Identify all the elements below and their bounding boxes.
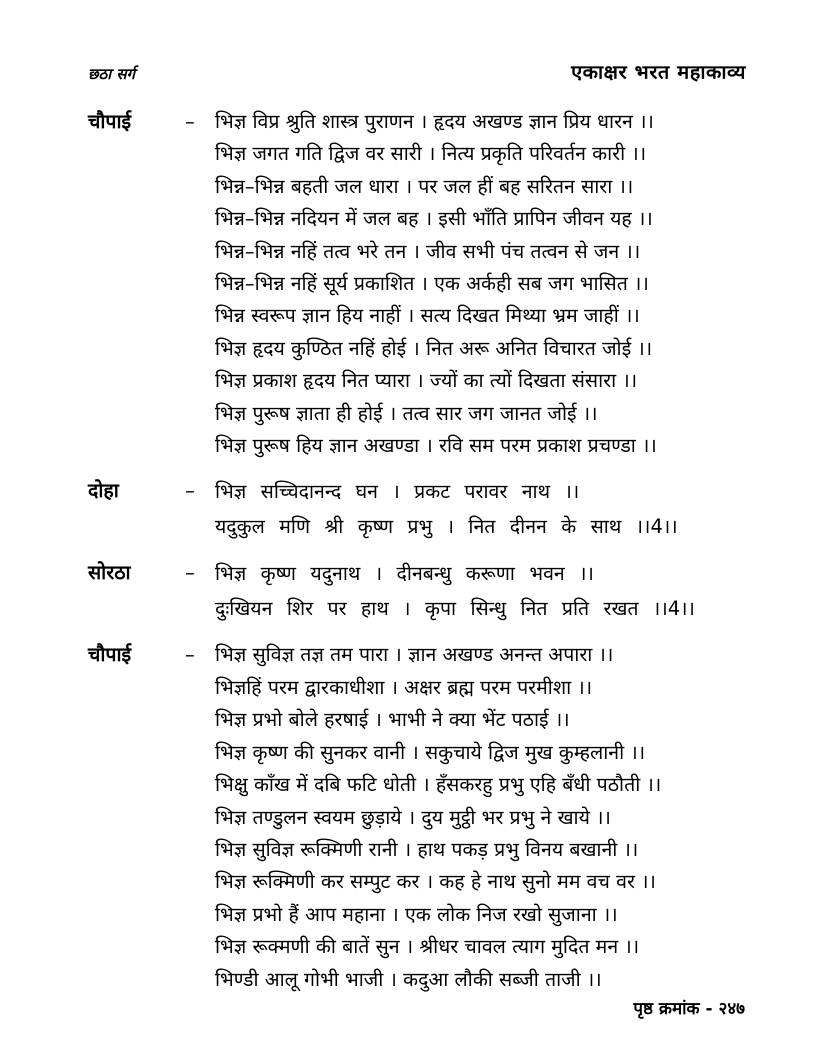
verse-line: भिज्ञ सच्चिदानन्द घन । प्रकट परावर नाथ ।। [215, 480, 580, 504]
verse-section-doha [88, 475, 746, 544]
verse-line: भिज्ञ कृष्ण की सुनकर वानी । सकुचाये द्विज मुख कुम्हलानी ।। [215, 740, 646, 764]
verse-lines [215, 557, 746, 626]
verse-line: भिज्ञ प्रकाश हृदय नित प्यारा । ज्यों का त्यों दिखता संसारा ।। [215, 369, 638, 393]
verse-line: भिक्षु काँख में दबि फटि धोती । हँसकरहु प्रभु एहि बँधी पठौती ।। [215, 773, 662, 797]
verse-lines [215, 639, 746, 995]
verse-line: यदुकुल मणि श्री कृष्ण प्रभु । नित दीनन के साथ ।।4।। [215, 514, 678, 538]
verse-line: भिज्ञ रूक्मणी की बातें सुन । श्रीधर चावल त्याग मुदित मन ।। [215, 935, 640, 959]
verse-line: भिन्न–भिन्न नदियन में जल बह । इसी भाँति प्रापिन जीवन यह ।। [215, 207, 653, 231]
section-label: चौपाई [88, 643, 132, 667]
page-number: पृष्ठ क्रमांक - २४७ [633, 999, 745, 1019]
verse-line: भिज्ञ प्रभो हैं आप महाना । एक लोक निज रखो सुजाना ।। [215, 902, 618, 926]
verse-line: भिन्न–भिन्न नहिं तत्व भरे तन । जीव सभी पंच तत्वन से जन ।। [215, 239, 641, 263]
verse-line: भिज्ञ जगत गति द्विज वर सारी । नित्य प्रकृति परिवर्तन कारी ।। [215, 142, 647, 166]
verse-line: भिन्न–भिन्न बहती जल धारा । पर जल हीं बह सरितन सारा ।। [215, 174, 634, 198]
verse-line: भिज्ञ तण्डुलन स्वयम छुड़ाये । दुय मुट्ठी भर प्रभु ने खाये ।। [215, 805, 611, 829]
book-title: एकाक्षर भरत महाकाव्य [571, 60, 746, 84]
verse-section-soratha [88, 557, 746, 626]
verse-line: भिज्ञ प्रभो बोले हरषाई । भाभी ने क्या भेंट पठाई ।। [215, 708, 570, 732]
verse-lines [215, 475, 746, 544]
section-dash: – [185, 110, 195, 133]
verse-line: भिज्ञ सुविज्ञ रूक्मिणी रानी । हाथ पकड़ प्रभु विनय बखानी ।। [215, 837, 639, 861]
verse-line: दुःखियन शिर पर हाथ । कृपा सिन्धु नित प्रति रखत ।।4।। [215, 596, 695, 620]
verse-line: भिज्ञ रूक्मिणी कर सम्पुट कर । कह हे नाथ सुनो मम वच वर ।। [215, 870, 656, 894]
section-dash: – [185, 479, 195, 503]
section-dash: – [185, 643, 195, 667]
verse-line: भिज्ञ सुविज्ञ तज्ञ तम पारा । ज्ञान अखण्ड अनन्त अपारा ।। [215, 643, 614, 667]
section-label: सोरठा [88, 561, 131, 585]
page-footer [0, 996, 745, 1019]
section-label: दोहा [88, 479, 119, 503]
section-dash: – [185, 561, 195, 585]
verse-line: भिन्न स्वरूप ज्ञान हिय नाहीं । सत्य दिखत मिथ्या भ्रम जाहीं ।। [215, 304, 640, 328]
verse-lines [215, 106, 746, 462]
page-header [88, 58, 746, 85]
verse-section-chaupai-2 [88, 639, 746, 995]
verse-section-chaupai-1 [88, 106, 746, 462]
verse-line: भिण्डी आलू गोभी भाजी । कदुआ लौकी सब्जी ताजी ।। [215, 967, 602, 991]
section-label: चौपाई [88, 110, 132, 133]
verse-line: भिज्ञ पुरूष ज्ञाता ही होई । तत्व सार जग जानत जोई ।। [215, 401, 598, 425]
verse-body [88, 106, 746, 996]
verse-line: भिज्ञहिं परम द्वारकाधीशा । अक्षर ब्रह्म परम परमीशा ।। [215, 675, 593, 699]
chapter-label: छठा सर्ग [88, 65, 135, 83]
verse-line: भिज्ञ विप्र श्रुति शास्त्र पुराणन । हृदय अखण्ड ज्ञान प्रिय धारन ।। [215, 110, 654, 133]
verse-line: भिन्न–भिन्न नहिं सूर्य प्रकाशित । एक अर्कही सब जग भासित ।। [215, 272, 649, 296]
verse-line: भिज्ञ पुरूष हिय ज्ञान अखण्डा । रवि सम परम प्रकाश प्रचण्डा ।। [215, 434, 657, 458]
verse-line: भिज्ञ कृष्ण यदुनाथ । दीनबन्धु करूणा भवन ।। [215, 562, 594, 586]
verse-line: भिज्ञ हृदय कुण्ठित नहिं होई । नित अरू अनित विचारत जोई ।। [215, 336, 653, 360]
